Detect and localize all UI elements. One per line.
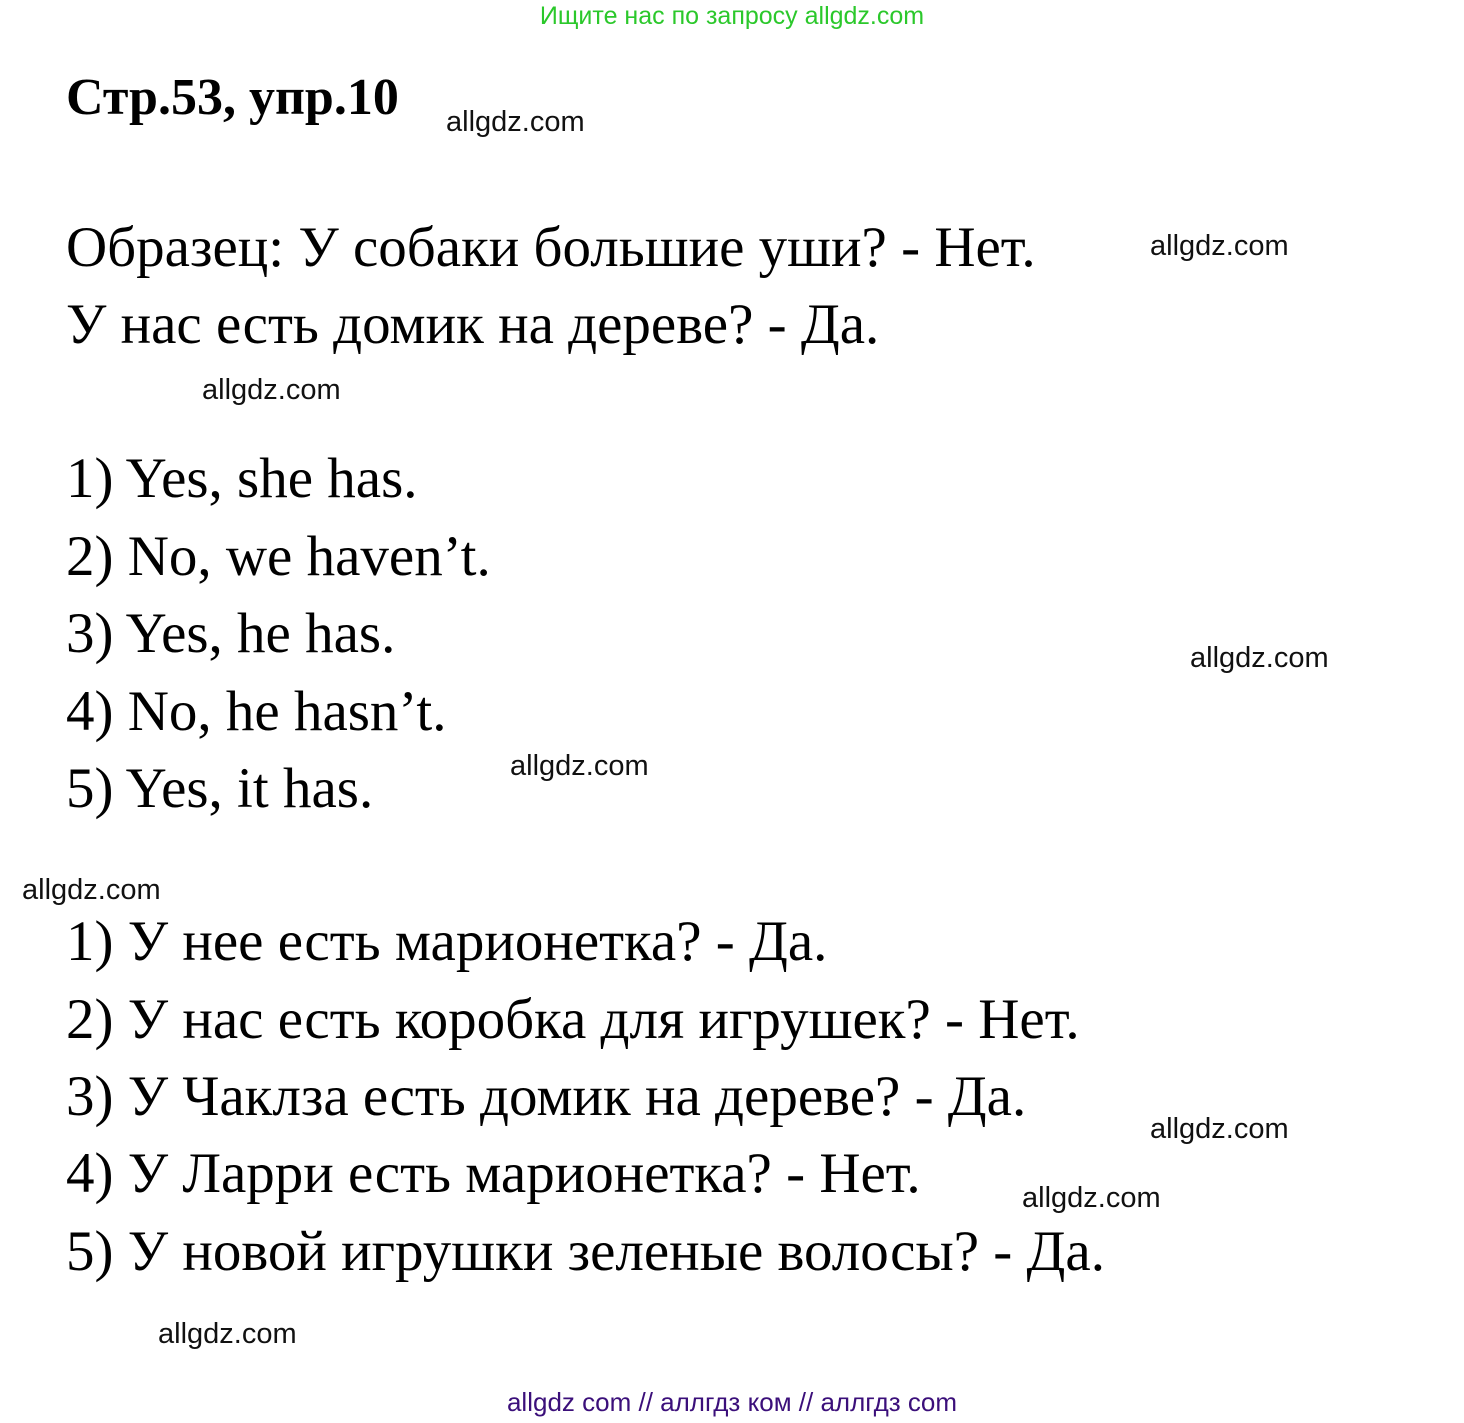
search-banner[interactable]: Ищите нас по запросу allgdz.com — [539, 2, 925, 30]
sample-line-1: Образец: У собаки большие уши? - Нет. — [66, 216, 1036, 279]
answer-en-4: 4) No, he hasn’t. — [66, 680, 447, 743]
footer-links[interactable]: allgdz com // аллгдз ком // аллгдз com — [506, 1387, 958, 1417]
answer-en-2: 2) No, we haven’t. — [66, 525, 491, 588]
answer-ru-3: 3) У Чаклза есть домик на дереве? - Да. — [66, 1065, 1027, 1128]
answer-en-3: 3) Yes, he has. — [66, 602, 396, 665]
watermark: allgdz.com — [158, 1318, 297, 1350]
watermark: allgdz.com — [510, 750, 649, 782]
answer-ru-1: 1) У нее есть марионетка? - Да. — [66, 910, 828, 973]
watermark: allgdz.com — [202, 374, 341, 406]
answer-ru-4: 4) У Ларри есть марионетка? - Нет. — [66, 1142, 921, 1205]
watermark: allgdz.com — [1150, 230, 1289, 262]
answer-en-1: 1) Yes, she has. — [66, 447, 418, 510]
watermark: allgdz.com — [446, 106, 585, 138]
watermark: allgdz.com — [1190, 642, 1329, 674]
sample-line-2: У нас есть домик на дереве? - Да. — [66, 293, 880, 356]
answer-en-5: 5) Yes, it has. — [66, 757, 374, 820]
answer-ru-5: 5) У новой игрушки зеленые волосы? - Да. — [66, 1220, 1105, 1283]
answer-ru-2: 2) У нас есть коробка для игрушек? - Нет. — [66, 988, 1080, 1051]
watermark: allgdz.com — [22, 874, 161, 906]
watermark: allgdz.com — [1022, 1182, 1161, 1214]
watermark: allgdz.com — [1150, 1113, 1289, 1145]
page-title: Стр.53, упр.10 — [66, 69, 399, 126]
